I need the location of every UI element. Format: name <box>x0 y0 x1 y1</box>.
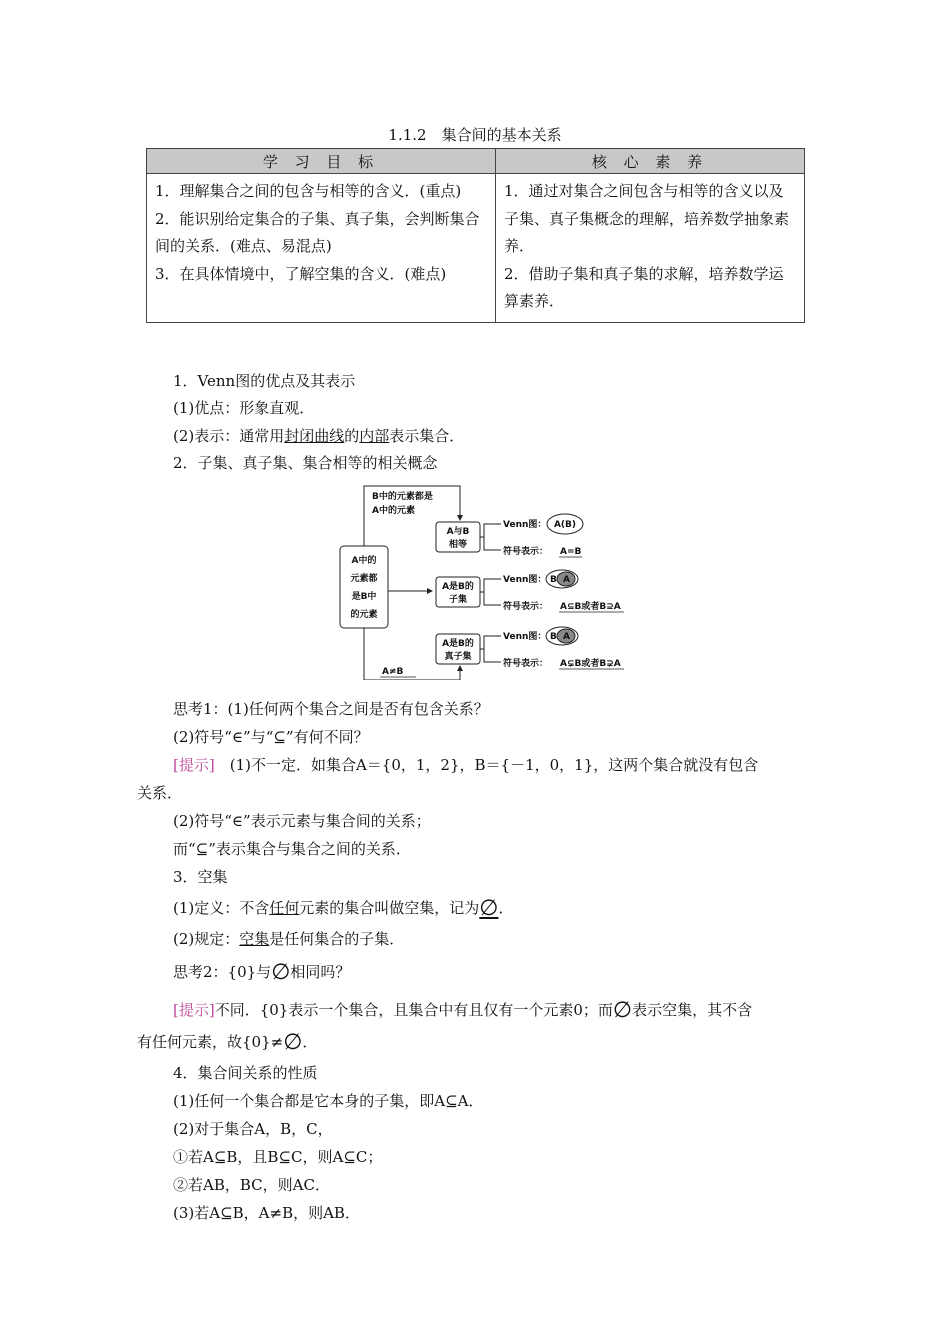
think1-answer-1-cont: 关系． <box>137 784 183 802</box>
text: 是任何集合的子集． <box>269 930 405 948</box>
venn-a-label: A <box>563 575 570 585</box>
left-box-line: 元素都 <box>350 574 378 584</box>
goal-item: 2．能识别给定集合的子集、真子集，会判断集合间的关系．(难点、易混点) <box>155 209 480 255</box>
text: 相同吗？ <box>290 963 351 981</box>
symbol-subset: A⊆B或者B⊇A <box>560 602 621 612</box>
empty-set-symbol: ∅ <box>283 1030 303 1055</box>
empty-set-symbol: ∅ <box>479 896 499 921</box>
property-2: (2)对于集合A，B，C， <box>173 1120 333 1138</box>
goal-item: 3．在具体情境中，了解空集的含义．(难点) <box>155 264 447 283</box>
box-proper-subset-line: A是B的 <box>442 639 474 649</box>
bottom-condition: A≠B <box>382 667 404 677</box>
goals-table <box>146 148 805 323</box>
left-box-line: A中的 <box>351 556 377 566</box>
venn-b-label: B <box>550 632 557 642</box>
venn-label: Venn图： <box>503 632 547 642</box>
section-4-heading: 4．集合间关系的性质 <box>173 1064 318 1082</box>
property-1: (1)任何一个集合都是它本身的子集，即A⊆A． <box>173 1092 484 1110</box>
page-title: 1.1.2 集合间的基本关系 <box>388 126 562 144</box>
box-equal-line: 相等 <box>448 540 468 550</box>
section-3-heading: 3．空集 <box>173 868 228 886</box>
property-3: (3)若A⊆B，A≠B，则AB． <box>173 1204 360 1222</box>
box-equal-line: A与B <box>446 527 470 537</box>
concept-diagram <box>336 480 626 680</box>
blank-answer: 内部 <box>359 427 390 445</box>
venn-equal-label: A(B) <box>553 520 577 530</box>
section-1-heading: 1．Venn图的优点及其表示 <box>173 372 356 390</box>
text: 表示空集，其不含 <box>632 1001 753 1019</box>
empty-set-symbol: ∅ <box>612 998 633 1023</box>
text: 不同．{0}表示一个集合，且集合中有且仅有一个元素0；而 <box>214 1001 613 1019</box>
hint-label: [提示] <box>173 1001 215 1019</box>
property-2-1: ①若A⊆B，且B⊆C，则A⊆C； <box>173 1148 383 1166</box>
blank-answer: 封闭曲线 <box>284 427 345 445</box>
text: ． <box>498 899 514 917</box>
text: 元素的集合叫做空集，记为 <box>299 899 480 917</box>
core-literacy-cell <box>496 174 805 323</box>
top-condition-2: A中的元素 <box>372 506 415 516</box>
header-core-literacy: 核 心 素 养 <box>496 149 805 174</box>
left-box-line: 是B中 <box>351 592 377 602</box>
symbol-label: 符号表示： <box>503 659 549 669</box>
symbol-proper-subset: A⊊B或者B⊋A <box>560 659 621 669</box>
venn-b-label: B <box>550 575 557 585</box>
text: ． <box>302 1033 318 1051</box>
header-learning-goals: 学 习 目 标 <box>147 149 496 174</box>
think1-answer-2: (2)符号“∈”表示元素与集合间的关系； <box>173 812 431 830</box>
goal-item: 1．理解集合之间的包含与相等的含义．(重点) <box>155 182 462 200</box>
symbol-equal: A=B <box>560 547 582 557</box>
text: (2)规定： <box>173 930 240 948</box>
literacy-item: 2．借助子集和真子集的求解，培养数学运算素养． <box>504 264 784 310</box>
venn-label: Venn图： <box>503 520 547 530</box>
box-subset-line: A是B的 <box>442 582 474 592</box>
text: (1)不一定．如集合A＝{0，1，2}，B＝{－1，0，1}，这两个集合就没有包含 <box>214 756 759 774</box>
property-2-2: ②若AB，BC，则AC． <box>173 1176 330 1194</box>
think2-question <box>173 960 350 985</box>
section-2-heading: 2．子集、真子集、集合相等的相关概念 <box>173 454 438 472</box>
left-box-line: 的元素 <box>350 610 378 620</box>
empty-set-definition <box>173 896 513 921</box>
think1-question-1: 思考1：(1)任何两个集合之间是否有包含关系？ <box>173 700 489 718</box>
venn-representation <box>173 425 464 446</box>
text: 表示集合． <box>389 427 465 445</box>
text: (1)定义：不含 <box>173 899 270 917</box>
text: 思考2：{0}与 <box>173 963 272 981</box>
literacy-item: 1．通过对集合之间包含与相等的含义以及子集、真子集概念的理解，培养数学抽象素养． <box>504 182 790 255</box>
venn-advantage: (1)优点：形象直观． <box>173 399 315 417</box>
text: (2)表示：通常用 <box>173 427 285 445</box>
think1-answer-3: 而“⊆”表示集合与集合之间的关系． <box>173 840 411 858</box>
venn-a-label: A <box>563 632 570 642</box>
text: 有任何元素，故{0}≠ <box>137 1033 284 1051</box>
empty-set-rule <box>173 928 404 949</box>
box-proper-subset-line: 真子集 <box>444 652 472 662</box>
hint-label: [提示] <box>173 756 215 774</box>
think2-answer <box>173 998 752 1023</box>
venn-label: Venn图： <box>503 575 547 585</box>
think1-question-2: (2)符号“∈”与“⊆”有何不同？ <box>173 728 369 746</box>
blank-answer: 任何 <box>269 899 300 917</box>
think2-answer-cont <box>137 1030 317 1055</box>
think1-answer-1 <box>173 754 758 775</box>
empty-set-symbol: ∅ <box>271 960 291 985</box>
blank-answer: 空集 <box>239 930 270 948</box>
text: 的 <box>344 427 360 445</box>
top-condition-1: B中的元素都是 <box>372 492 433 502</box>
learning-goals-cell <box>147 174 496 323</box>
symbol-label: 符号表示： <box>503 602 549 612</box>
box-subset-line: 子集 <box>448 595 468 605</box>
symbol-label: 符号表示： <box>503 547 549 557</box>
